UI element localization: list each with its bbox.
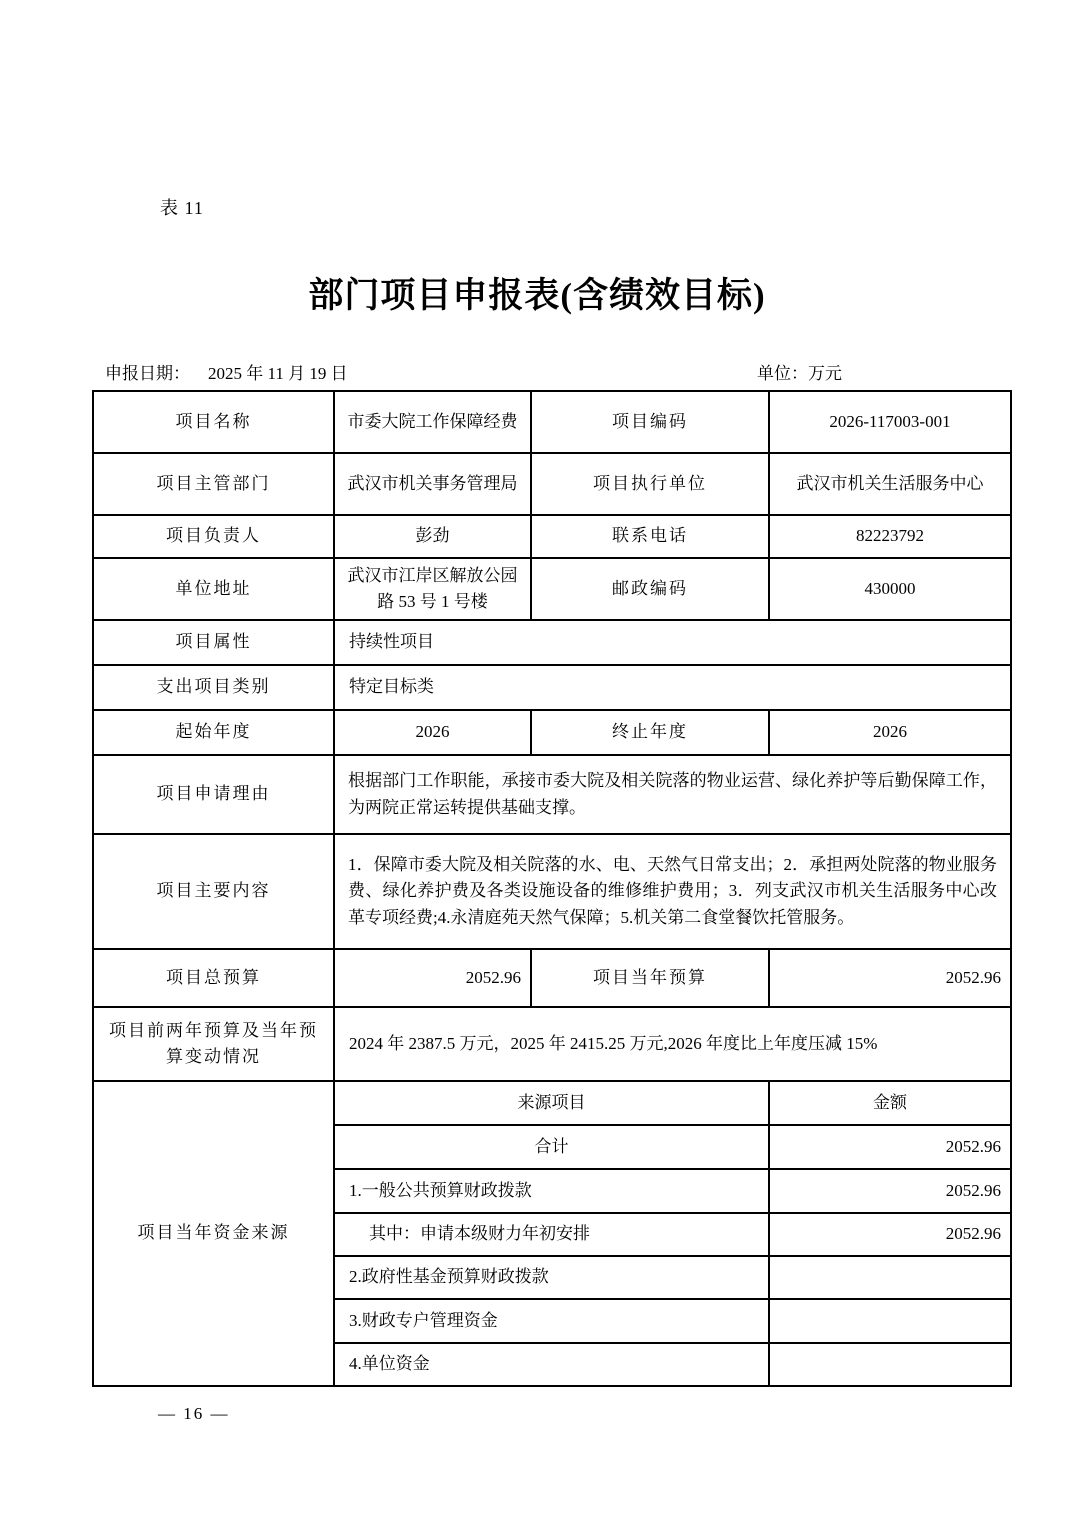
declare-date-label: 申报日期：	[105, 364, 190, 383]
funding-row-label: 4.单位资金	[334, 1343, 769, 1386]
project-name-label: 项目名称	[93, 391, 334, 453]
table-number-label: 表 11	[160, 198, 204, 218]
page-title: 部门项目申报表(含绩效目标)	[308, 276, 766, 315]
page-number: — 16 —	[158, 1404, 230, 1423]
funding-row-amount	[769, 1343, 1011, 1386]
current-year-budget-label: 项目当年预算	[531, 949, 769, 1007]
start-year-label: 起始年度	[93, 710, 334, 755]
start-year-value: 2026	[334, 710, 531, 755]
leader-label: 项目负责人	[93, 515, 334, 558]
funding-row-amount	[769, 1256, 1011, 1299]
unit-label: 单位：万元	[757, 364, 842, 383]
funding-row-amount: 2052.96	[769, 1169, 1011, 1213]
meta-row	[105, 359, 1010, 383]
main-content-value: 1．保障市委大院及相关院落的水、电、天然气日常支出；2．承担两处院落的物业服务费、绿化养护费及各类设施设备的维修维护费用；3．列支武汉市机关生活服务中心改革专项经费;4.永清庭苑天然气保障；5.机关第二食堂餐饮托管服务。	[334, 834, 1011, 949]
reason-value: 根据部门工作职能，承接市委大院及相关院落的物业运营、绿化养护等后勤保障工作，为两院正常运转提供基础支撑。	[334, 755, 1011, 834]
funding-row-amount: 2052.96	[769, 1125, 1011, 1169]
funding-section-label: 项目当年资金来源	[93, 1081, 334, 1386]
project-name-value: 市委大院工作保障经费	[334, 391, 531, 453]
main-content-label: 项目主要内容	[93, 834, 334, 949]
supervisor-dept-label: 项目主管部门	[93, 453, 334, 515]
funding-row-amount	[769, 1299, 1011, 1343]
funding-row-label: 其中：申请本级财力年初安排	[334, 1213, 769, 1256]
funding-row-label: 2.政府性基金预算财政拨款	[334, 1256, 769, 1299]
postcode-label: 邮政编码	[531, 558, 769, 620]
funding-source-header: 来源项目	[334, 1081, 769, 1125]
project-code-label: 项目编码	[531, 391, 769, 453]
executing-unit-value: 武汉市机关生活服务中心	[769, 453, 1011, 515]
funding-row-amount: 2052.96	[769, 1213, 1011, 1256]
executing-unit-label: 项目执行单位	[531, 453, 769, 515]
supervisor-dept-value: 武汉市机关事务管理局	[334, 453, 531, 515]
reason-label: 项目申请理由	[93, 755, 334, 834]
declare-date	[105, 359, 348, 384]
address-value: 武汉市江岸区解放公园路 53 号 1 号楼	[334, 558, 531, 620]
current-year-budget-value: 2052.96	[769, 949, 1011, 1007]
postcode-value: 430000	[769, 558, 1011, 620]
attribute-value: 持续性项目	[334, 620, 1011, 665]
project-code-value: 2026-117003-001	[769, 391, 1011, 453]
total-budget-value: 2052.96	[334, 949, 531, 1007]
end-year-value: 2026	[769, 710, 1011, 755]
funding-row-label: 3.财政专户管理资金	[334, 1299, 769, 1343]
prev-budget-label: 项目前两年预算及当年预算变动情况	[93, 1007, 334, 1081]
project-declaration-table	[92, 390, 1012, 1387]
expense-category-value: 特定目标类	[334, 665, 1011, 710]
expense-category-label: 支出项目类别	[93, 665, 334, 710]
address-label: 单位地址	[93, 558, 334, 620]
end-year-label: 终止年度	[531, 710, 769, 755]
prev-budget-value: 2024 年 2387.5 万元，2025 年 2415.25 万元,2026 年度比上年度压减 15%	[334, 1007, 1011, 1081]
phone-value: 82223792	[769, 515, 1011, 558]
declare-date-value: 2025 年 11 月 19 日	[208, 364, 348, 383]
phone-label: 联系电话	[531, 515, 769, 558]
attribute-label: 项目属性	[93, 620, 334, 665]
funding-row-label: 合计	[334, 1125, 769, 1169]
funding-amount-header: 金额	[769, 1081, 1011, 1125]
leader-value: 彭劲	[334, 515, 531, 558]
funding-row-label: 1.一般公共预算财政拨款	[334, 1169, 769, 1213]
total-budget-label: 项目总预算	[93, 949, 334, 1007]
